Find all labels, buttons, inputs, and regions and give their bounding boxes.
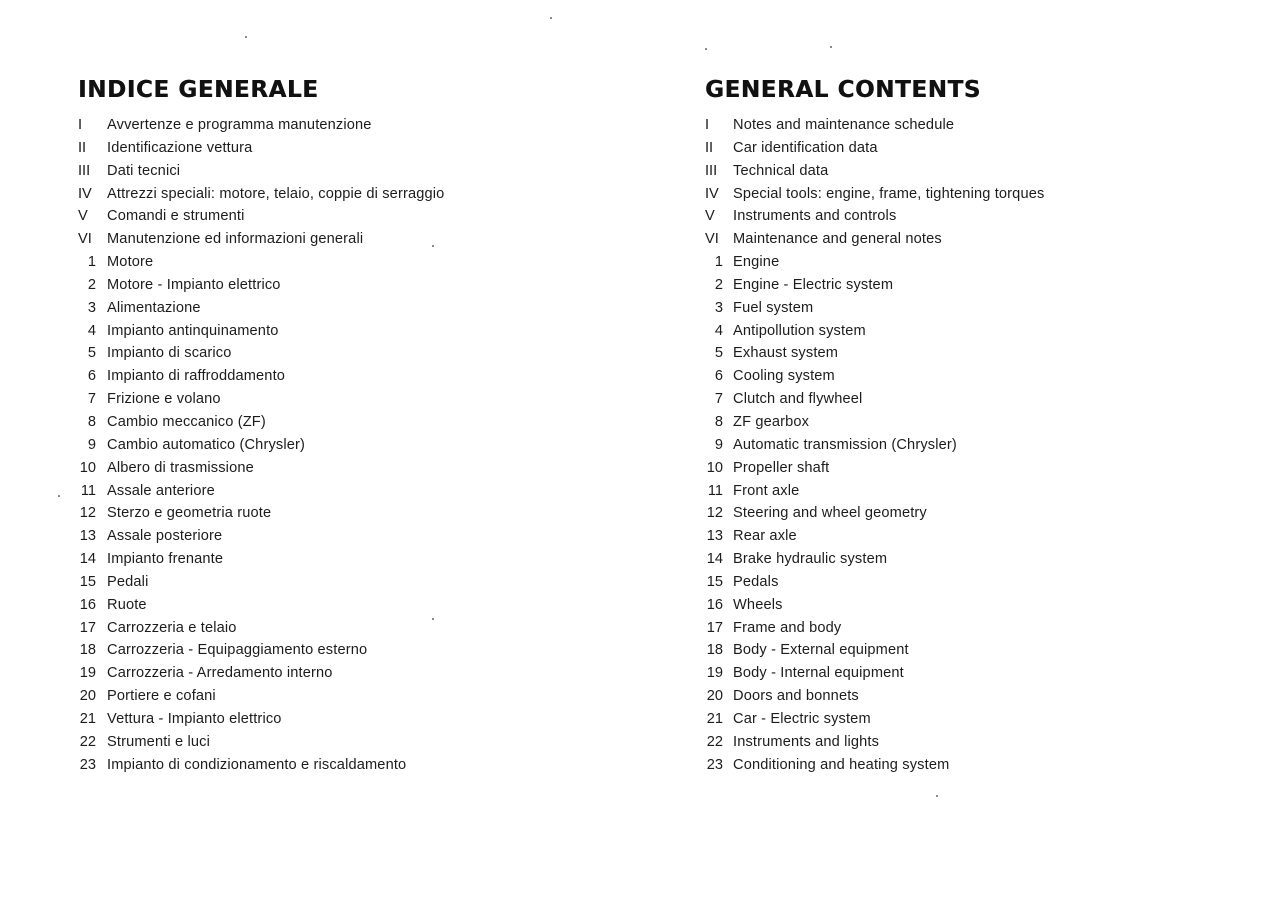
- toc-entry: [78, 160, 638, 183]
- toc-entry-label: Body - Internal equipment: [733, 665, 904, 682]
- toc-entry-label: Motore: [107, 254, 154, 271]
- toc-entry-label: Motore - Impianto elettrico: [107, 276, 281, 293]
- toc-entry-label: Clutch and flywheel: [733, 391, 863, 408]
- toc-entry: [78, 434, 638, 457]
- toc-entry-number: 8: [714, 413, 723, 430]
- toc-entry-number: 17: [706, 619, 723, 636]
- toc-entry: [705, 502, 1245, 525]
- toc-entry-label: Assale posteriore: [107, 528, 223, 545]
- toc-entry-number: III: [705, 162, 718, 179]
- toc-entry-number: 21: [79, 710, 96, 727]
- toc-entry-number: 5: [714, 345, 723, 362]
- toc-entry: [78, 617, 638, 640]
- english-contents-title: GENERAL CONTENTS: [705, 77, 981, 103]
- toc-entry-label: Dati tecnici: [107, 162, 181, 179]
- toc-entry: [705, 525, 1245, 548]
- toc-entry-number: 22: [79, 733, 96, 750]
- toc-entry: [78, 594, 638, 617]
- toc-entry: [705, 731, 1245, 754]
- toc-entry-number: 14: [79, 551, 96, 568]
- english-contents-list: [705, 114, 1245, 776]
- toc-entry: [705, 137, 1245, 160]
- toc-entry: [705, 639, 1245, 662]
- toc-entry-number: V: [705, 208, 715, 225]
- toc-entry-label: Attrezzi speciali: motore, telaio, coppie di serraggio: [107, 185, 445, 202]
- toc-entry-number: I: [705, 117, 710, 133]
- toc-entry-label: Brake hydraulic system: [733, 551, 888, 568]
- toc-entry-label: Carrozzeria - Arredamento interno: [107, 665, 333, 682]
- toc-entry-label: Engine: [733, 254, 780, 271]
- scan-speck: [705, 48, 707, 50]
- toc-entry: [705, 708, 1245, 731]
- toc-entry: [78, 457, 638, 480]
- toc-entry-label: Assale anteriore: [107, 482, 215, 499]
- toc-entry-label: Impianto frenante: [107, 551, 224, 568]
- toc-entry: [705, 205, 1245, 228]
- toc-entry: [705, 274, 1245, 297]
- toc-entry-label: Wheels: [733, 596, 783, 613]
- toc-entry-label: Fuel system: [733, 299, 814, 316]
- toc-entry: [78, 365, 638, 388]
- italian-index-title: INDICE GENERALE: [78, 77, 319, 103]
- toc-entry-label: Vettura - Impianto elettrico: [107, 710, 282, 727]
- toc-entry-number: 15: [706, 573, 723, 590]
- toc-entry: [78, 639, 638, 662]
- toc-entry-number: 23: [79, 756, 96, 773]
- toc-entry: [705, 342, 1245, 365]
- toc-entry-label: Portiere e cofani: [107, 688, 216, 705]
- toc-entry-label: Notes and maintenance schedule: [733, 117, 955, 133]
- toc-entry-label: Engine - Electric system: [733, 276, 894, 293]
- toc-entry-label: Doors and bonnets: [733, 688, 859, 705]
- toc-entry-label: Alimentazione: [107, 299, 201, 316]
- toc-entry: [78, 183, 638, 206]
- toc-entry: [78, 731, 638, 754]
- toc-entry-label: Conditioning and heating system: [733, 756, 950, 773]
- toc-entry-label: Impianto di raffroddamento: [107, 368, 286, 385]
- toc-entry-number: IV: [705, 185, 719, 202]
- toc-entry-label: ZF gearbox: [733, 413, 810, 430]
- toc-entry: [78, 320, 638, 343]
- toc-entry-number: 3: [87, 299, 96, 316]
- toc-entry-label: Carrozzeria e telaio: [107, 619, 237, 636]
- toc-entry: [78, 274, 638, 297]
- toc-entry: [78, 662, 638, 685]
- toc-entry-label: Frizione e volano: [107, 391, 221, 408]
- toc-entry: [78, 228, 638, 251]
- toc-entry-label: Carrozzeria - Equipaggiamento esterno: [107, 642, 368, 659]
- toc-entry-number: 9: [87, 436, 96, 453]
- toc-entry-label: Maintenance and general notes: [733, 231, 942, 248]
- toc-entry-label: Steering and wheel geometry: [733, 505, 927, 522]
- toc-entry: [705, 183, 1245, 206]
- toc-entry: [78, 205, 638, 228]
- toc-entry-label: Exhaust system: [733, 345, 839, 362]
- toc-entry: [705, 571, 1245, 594]
- toc-entry-number: 17: [79, 619, 96, 636]
- toc-entry: [705, 617, 1245, 640]
- toc-entry: [705, 388, 1245, 411]
- toc-entry-number: 16: [706, 596, 723, 613]
- toc-entry-label: Cambio automatico (Chrysler): [107, 436, 306, 453]
- toc-entry-number: 19: [706, 665, 723, 682]
- toc-entry: [705, 754, 1245, 777]
- toc-entry-number: 13: [79, 528, 96, 545]
- toc-entry-number: 10: [706, 459, 723, 476]
- toc-entry-number: III: [78, 162, 91, 179]
- toc-entry-label: Antipollution system: [733, 322, 866, 339]
- toc-entry-label: Strumenti e luci: [107, 733, 210, 750]
- toc-entry-number: 2: [87, 276, 96, 293]
- toc-entry: [705, 411, 1245, 434]
- toc-entry-label: Frame and body: [733, 619, 842, 636]
- toc-entry-number: 19: [79, 665, 96, 682]
- toc-entry-label: Cambio meccanico (ZF): [107, 413, 266, 430]
- toc-entry-label: Comandi e strumenti: [107, 208, 245, 225]
- toc-entry: [78, 411, 638, 434]
- toc-entry-label: Instruments and controls: [733, 208, 897, 225]
- toc-entry-number: 4: [87, 322, 96, 339]
- scan-speck: [432, 245, 434, 247]
- scan-speck: [936, 795, 938, 797]
- toc-entry: [78, 708, 638, 731]
- scan-speck: [432, 618, 434, 620]
- toc-entry-number: 11: [80, 482, 96, 499]
- toc-entry-number: I: [78, 117, 83, 133]
- toc-entry-number: 9: [714, 436, 723, 453]
- toc-entry-label: Technical data: [733, 162, 829, 179]
- toc-entry-label: Avvertenze e programma manutenzione: [107, 117, 372, 133]
- toc-entry-label: Propeller shaft: [733, 459, 830, 476]
- toc-entry-number: 1: [87, 254, 96, 271]
- toc-entry: [78, 571, 638, 594]
- italian-index-column: [78, 75, 638, 776]
- toc-entry: [78, 251, 638, 274]
- toc-entry-label: Manutenzione ed informazioni generali: [107, 231, 364, 248]
- toc-entry-label: Pedals: [733, 573, 779, 590]
- toc-entry: [705, 685, 1245, 708]
- toc-entry-number: 21: [706, 710, 723, 727]
- scan-speck: [58, 495, 60, 497]
- toc-entry-number: 14: [706, 551, 723, 568]
- toc-entry-number: 2: [714, 276, 723, 293]
- toc-entry: [705, 114, 1245, 137]
- toc-entry-number: II: [78, 139, 87, 156]
- toc-entry: [705, 594, 1245, 617]
- toc-entry-number: VI: [705, 231, 719, 248]
- toc-entry-number: 11: [707, 482, 723, 499]
- toc-entry: [705, 365, 1245, 388]
- toc-entry-number: 6: [87, 368, 96, 385]
- toc-entry-number: V: [78, 208, 88, 225]
- toc-entry: [705, 548, 1245, 571]
- english-contents-column: [705, 75, 1245, 776]
- toc-entry: [705, 251, 1245, 274]
- toc-entry-label: Cooling system: [733, 368, 835, 385]
- toc-entry-number: 23: [706, 756, 723, 773]
- toc-entry-label: Automatic transmission (Chrysler): [733, 436, 957, 453]
- toc-entry-number: 12: [706, 505, 723, 522]
- toc-entry-number: 18: [706, 642, 723, 659]
- toc-entry-number: 16: [79, 596, 96, 613]
- toc-entry: [78, 502, 638, 525]
- toc-entry: [705, 228, 1245, 251]
- toc-entry-number: 20: [706, 688, 723, 705]
- toc-entry: [78, 137, 638, 160]
- toc-entry-number: 7: [87, 391, 96, 408]
- toc-entry-label: Front axle: [733, 482, 800, 499]
- toc-entry-label: Ruote: [107, 596, 147, 613]
- toc-entry-number: 4: [714, 322, 723, 339]
- toc-entry-number: II: [705, 139, 714, 156]
- toc-entry: [78, 388, 638, 411]
- toc-entry: [78, 685, 638, 708]
- toc-entry-number: 22: [706, 733, 723, 750]
- toc-entry-number: 12: [79, 505, 96, 522]
- toc-entry-label: Impianto di condizionamento e riscaldamento: [107, 756, 407, 773]
- toc-entry: [78, 480, 638, 503]
- toc-entry: [78, 297, 638, 320]
- toc-entry: [705, 160, 1245, 183]
- toc-entry-number: 3: [714, 299, 723, 316]
- toc-entry-number: 18: [79, 642, 96, 659]
- toc-entry-label: Albero di trasmissione: [107, 459, 254, 476]
- toc-entry-label: Pedali: [107, 573, 149, 590]
- toc-entry-label: Car - Electric system: [733, 710, 871, 727]
- toc-entry-number: IV: [78, 185, 92, 202]
- toc-entry-label: Identificazione vettura: [107, 139, 253, 156]
- toc-entry-number: 6: [714, 368, 723, 385]
- scan-speck: [830, 46, 832, 48]
- toc-entry: [705, 434, 1245, 457]
- toc-entry-label: Impianto antinquinamento: [107, 322, 279, 339]
- toc-entry: [78, 525, 638, 548]
- toc-entry-number: 5: [87, 345, 96, 362]
- toc-entry: [705, 457, 1245, 480]
- toc-entry: [78, 548, 638, 571]
- toc-entry-number: 10: [79, 459, 96, 476]
- toc-entry-number: 20: [79, 688, 96, 705]
- toc-entry-label: Rear axle: [733, 528, 797, 545]
- toc-entry-label: Car identification data: [733, 139, 878, 156]
- toc-entry: [78, 754, 638, 777]
- scan-speck: [550, 17, 552, 19]
- toc-entry-number: VI: [78, 231, 92, 248]
- toc-entry-number: 1: [714, 254, 723, 271]
- toc-entry-label: Body - External equipment: [733, 642, 909, 659]
- italian-index-list: [78, 114, 638, 776]
- toc-entry-number: 15: [79, 573, 96, 590]
- toc-entry-number: 7: [714, 391, 723, 408]
- toc-entry-number: 13: [706, 528, 723, 545]
- toc-entry-label: Impianto di scarico: [107, 345, 232, 362]
- toc-entry: [705, 662, 1245, 685]
- toc-entry: [78, 342, 638, 365]
- toc-entry-label: Special tools: engine, frame, tightening torques: [733, 185, 1045, 202]
- scan-speck: [245, 36, 247, 38]
- toc-entry: [705, 297, 1245, 320]
- toc-entry-label: Instruments and lights: [733, 733, 880, 750]
- toc-entry: [705, 320, 1245, 343]
- toc-entry: [705, 480, 1245, 503]
- toc-entry: [78, 114, 638, 137]
- toc-entry-label: Sterzo e geometria ruote: [107, 505, 272, 522]
- toc-entry-number: 8: [87, 413, 96, 430]
